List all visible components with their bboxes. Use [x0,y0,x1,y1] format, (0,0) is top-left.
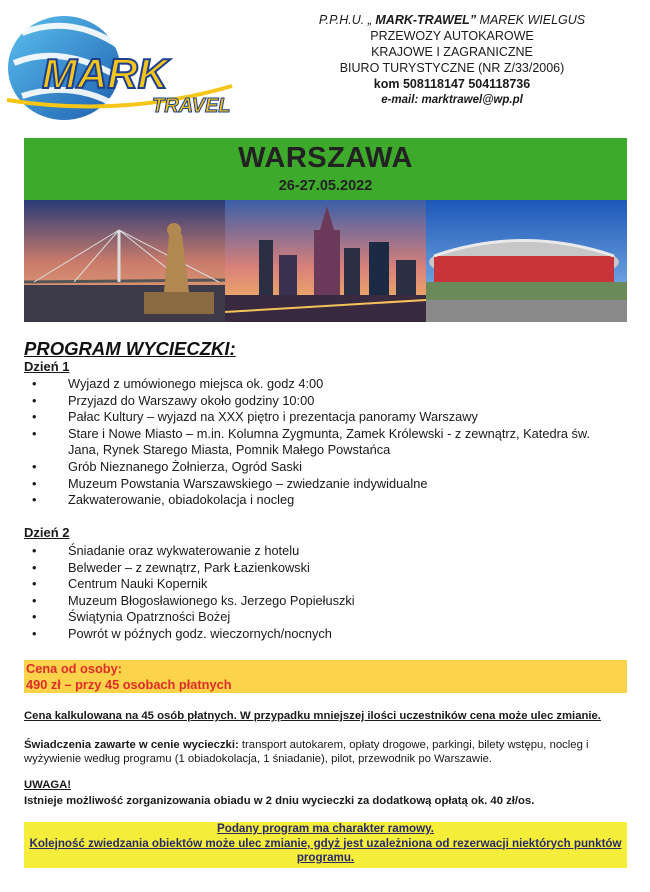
uwaga-text: Istnieje możliwość zorganizowania obiadu w 2 dniu wycieczki za dodatkową opłatą ok. 40 zł/os. [24,795,535,807]
day2-label: Dzień 2 [24,525,70,540]
photo-strip [24,200,627,322]
company-phones: kom 508118147 504118736 [373,77,531,91]
uwaga-label: UWAGA! [24,779,72,791]
company-service-line: PRZEWOZY AUTOKAROWE [370,29,534,43]
national-stadium-photo [426,200,627,322]
list-item: • Muzeum Powstania Warszawskiego – zwiedzanie indywidualne [24,476,624,493]
day1-list [24,376,624,509]
price-value: 490 zł – przy 45 osobach płatnych [26,677,232,692]
list-item: • Świątynia Opatrzności Bożej [24,609,624,626]
mark-travel-logo [2,8,252,123]
logo-word-mark: MARK [42,50,168,97]
price-calculation-note: Cena kalkulowana na 45 osób płatnych. W przypadku mniejszej ilości uczestników cena może ulec zmianie. [24,710,601,722]
list-item: • Belweder – z zewnątrz, Park Łazienkowski [24,560,624,577]
company-header [262,12,642,108]
palace-of-culture-skyline-photo [225,200,426,322]
company-scope-line: KRAJOWE I ZAGRANICZNE [371,45,533,59]
included-text: transport autokarem, opłaty drogowe, parkingi, bilety wstępu, nocleg i wyżywienie według programu (1 obiadokolacja, 1 śniadanie), pilot, przewodnik po Warszawie. [24,739,589,765]
company-name-line: P.P.H.U. „ MARK-TRAWEL” MAREK WIELGUS [318,13,586,27]
list-item: • Śniadanie oraz wykwaterowanie z hotelu [24,543,624,560]
included-services-note [24,738,627,766]
destination-title: WARSZAWA [238,142,413,174]
list-item: • Pałac Kultury – wyjazd na XXX piętro i prezentacja panoramy Warszawy [24,409,624,426]
program-title: PROGRAM WYCIECZKI: [24,338,236,359]
logo-word-travel: TRAVEL [152,95,231,117]
list-item: • Centrum Nauki Kopernik [24,576,624,593]
list-item: • Muzeum Błogosławionego ks. Jerzego Popiełuszki [24,593,624,610]
list-item: • Stare i Nowe Miasto – m.in. Kolumna Zygmunta, Zamek Królewski - z zewnątrz, Katedra św. Jana, Rynek Starego Miasta, Pomnik Małego Powstańca [24,426,624,459]
day2-list [24,543,624,643]
company-license-line: BIURO TURYSTYCZNE (NR Z/33/2006) [339,61,565,75]
list-item: • Grób Nieznanego Żołnierza, Ogród Saski [24,459,624,476]
included-label: Świadczenia zawarte w cenie wycieczki: [24,739,239,751]
title-banner [24,138,627,200]
day1-label: Dzień 1 [24,359,70,374]
disclaimer-line1: Podany program ma charakter ramowy. [217,822,434,835]
list-item: • Zakwaterowanie, obiadokolacja i nocleg [24,492,624,509]
warsaw-mermaid-bridge-photo [24,200,225,322]
list-item: • Przyjazd do Warszawy około godziny 10:00 [24,393,624,410]
price-box [24,660,627,693]
list-item: • Wyjazd z umówionego miejsca ok. godz 4:00 [24,376,624,393]
list-item: • Powrót w późnych godz. wieczornych/nocnych [24,626,624,643]
trip-dates: 26-27.05.2022 [278,178,373,194]
disclaimer-line2: Kolejność zwiedzania obiektów może ulec zmianie, gdyż jest uzależniona od rezerwacji niektórych punktów programu. [29,836,622,864]
price-label: Cena od osoby: [26,661,122,676]
disclaimer-box [24,822,627,868]
company-email: e-mail: marktrawel@wp.pl [381,94,523,106]
